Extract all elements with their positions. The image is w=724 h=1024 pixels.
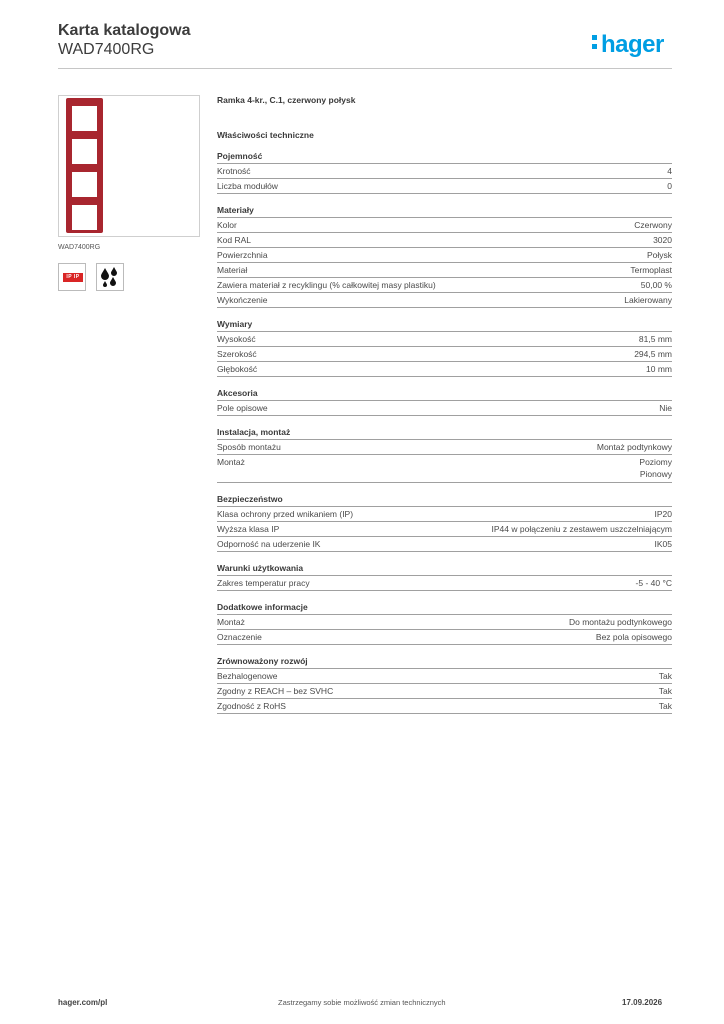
spec-label: Oznaczenie — [217, 632, 262, 642]
spec-row — [217, 455, 672, 483]
spec-row — [217, 576, 672, 591]
spec-value — [597, 441, 672, 453]
spec-label: Zawiera materiał z recyklingu (% całkowitej masy plastiku) — [217, 280, 436, 290]
spec-value-line: IK05 — [654, 539, 672, 549]
section-title: Zrównoważony rozwój — [217, 655, 672, 669]
spec-value-line: 0 — [667, 181, 672, 191]
spec-value-line: Pionowy — [639, 469, 672, 479]
spec-label: Pole opisowe — [217, 403, 268, 413]
spec-value — [630, 264, 672, 276]
spec-row — [217, 278, 672, 293]
header-divider — [58, 68, 672, 69]
spec-row — [217, 233, 672, 248]
footer-notice: Zastrzegamy sobie możliwość zmian technicznych — [278, 998, 446, 1007]
spec-label: Liczba modułów — [217, 181, 278, 191]
technical-specs — [217, 93, 672, 724]
spec-value-line: IP44 w połączeniu z zestawem uszczelniającym — [491, 524, 672, 534]
logo-mark-icon — [592, 29, 599, 53]
spec-value-line: 294,5 mm — [634, 349, 672, 359]
spec-row — [217, 684, 672, 699]
spec-value-line: Bez pola opisowego — [595, 632, 672, 642]
spec-row — [217, 507, 672, 522]
spec-value-line: Tak — [658, 686, 672, 696]
spec-row — [217, 293, 672, 308]
spec-sections — [217, 150, 672, 714]
section-title: Wymiary — [217, 318, 672, 332]
spec-row — [217, 440, 672, 455]
spec-label: Szerokość — [217, 349, 257, 359]
water-drops-icon — [96, 263, 124, 291]
spec-value-line: Termoplast — [630, 265, 672, 275]
footer-website-link[interactable]: hager.com/pl — [58, 998, 108, 1007]
red-frame-icon — [66, 98, 103, 233]
spec-label: Powierzchnia — [217, 250, 268, 260]
spec-label: Sposób montażu — [217, 442, 281, 452]
spec-value-line: Nie — [659, 403, 672, 413]
section-title: Warunki użytkowania — [217, 562, 672, 576]
spec-value — [646, 363, 672, 375]
logo-text: hager — [601, 31, 664, 58]
spec-value-line: Do montażu podtynkowego — [568, 617, 672, 627]
hager-logo — [592, 28, 664, 58]
spec-label: Materiał — [217, 265, 248, 275]
image-caption: WAD7400RG — [58, 244, 101, 251]
spec-section — [217, 318, 672, 377]
spec-value-line: Tak — [658, 671, 672, 681]
spec-label: Kod RAL — [217, 235, 252, 245]
spec-row — [217, 179, 672, 194]
spec-section — [217, 426, 672, 483]
spec-section — [217, 204, 672, 308]
spec-value — [655, 508, 673, 520]
spec-row — [217, 218, 672, 233]
section-heading-technical: Właściwości techniczne — [217, 130, 314, 140]
spec-label: Wyższa klasa IP — [217, 524, 280, 534]
spec-value — [641, 279, 672, 291]
spec-row — [217, 401, 672, 416]
spec-value-line: 4 — [667, 166, 672, 176]
spec-label: Bezhalogenowe — [217, 671, 278, 681]
spec-label: Montaż — [217, 457, 245, 467]
spec-value-line: Połysk — [646, 250, 672, 260]
spec-value-line: Poziomy — [639, 457, 672, 467]
spec-value — [647, 249, 672, 261]
product-image — [58, 95, 200, 237]
spec-value-line: Czerwony — [634, 220, 672, 230]
section-title: Dodatkowe informacje — [217, 601, 672, 615]
spec-value — [659, 402, 672, 414]
spec-value — [659, 685, 672, 697]
ip-certificate-icon: IP IP — [58, 263, 86, 291]
section-title: Bezpieczeństwo — [217, 493, 672, 507]
spec-row — [217, 263, 672, 278]
spec-label: Zgodność z RoHS — [217, 701, 286, 711]
section-title: Akcesoria — [217, 387, 672, 401]
spec-value-line: -5 - 40 °C — [635, 578, 672, 588]
document-title: Karta katalogowa — [58, 22, 191, 39]
spec-row — [217, 699, 672, 714]
spec-value-line: Lakierowany — [624, 295, 672, 305]
spec-section — [217, 493, 672, 552]
spec-section — [217, 562, 672, 591]
spec-section — [217, 150, 672, 194]
spec-label: Zakres temperatur pracy — [217, 578, 310, 588]
product-name: Ramka 4-kr., C.1, czerwony połysk — [217, 95, 356, 105]
spec-row — [217, 362, 672, 377]
spec-label: Odporność na uderzenie IK — [217, 539, 321, 549]
spec-value — [667, 165, 672, 177]
footer-date: 17.09.2026 — [622, 998, 663, 1007]
spec-value — [634, 219, 672, 231]
spec-value — [639, 456, 672, 480]
spec-row — [217, 522, 672, 537]
spec-value — [659, 670, 672, 682]
spec-value — [624, 294, 672, 306]
spec-value — [653, 234, 672, 246]
spec-label: Kolor — [217, 220, 237, 230]
spec-label: Wysokość — [217, 334, 256, 344]
spec-value-line: Montaż podtynkowy — [596, 442, 672, 452]
spec-value-line: IP20 — [654, 509, 672, 519]
spec-value — [596, 631, 672, 643]
spec-value — [492, 523, 672, 535]
spec-row — [217, 332, 672, 347]
spec-row — [217, 630, 672, 645]
spec-label: Zgodny z REACH – bez SVHC — [217, 686, 334, 696]
spec-row — [217, 248, 672, 263]
product-code: WAD7400RG — [58, 41, 155, 58]
spec-row — [217, 615, 672, 630]
spec-value-line: Tak — [658, 701, 672, 711]
spec-section — [217, 601, 672, 645]
spec-label: Wykończenie — [217, 295, 268, 305]
spec-value — [655, 538, 673, 550]
spec-value-line: 81,5 mm — [638, 334, 672, 344]
spec-value-line: 10 mm — [646, 364, 672, 374]
spec-row — [217, 669, 672, 684]
spec-label: Krotność — [217, 166, 251, 176]
spec-section — [217, 387, 672, 416]
spec-value — [659, 700, 672, 712]
spec-row — [217, 537, 672, 552]
spec-value — [636, 577, 672, 589]
spec-section — [217, 655, 672, 714]
spec-value — [639, 333, 672, 345]
section-title: Pojemność — [217, 150, 672, 164]
spec-row — [217, 347, 672, 362]
spec-value-line: 3020 — [653, 235, 672, 245]
spec-value — [634, 348, 672, 360]
spec-value — [569, 616, 672, 628]
spec-value-line: 50,00 % — [640, 280, 672, 290]
spec-label: Klasa ochrony przed wnikaniem (IP) — [217, 509, 354, 519]
spec-row — [217, 164, 672, 179]
section-title: Materiały — [217, 204, 672, 218]
spec-value — [667, 180, 672, 192]
section-title: Instalacja, montaż — [217, 426, 672, 440]
spec-label: Głębokość — [217, 364, 258, 374]
spec-label: Montaż — [217, 617, 245, 627]
